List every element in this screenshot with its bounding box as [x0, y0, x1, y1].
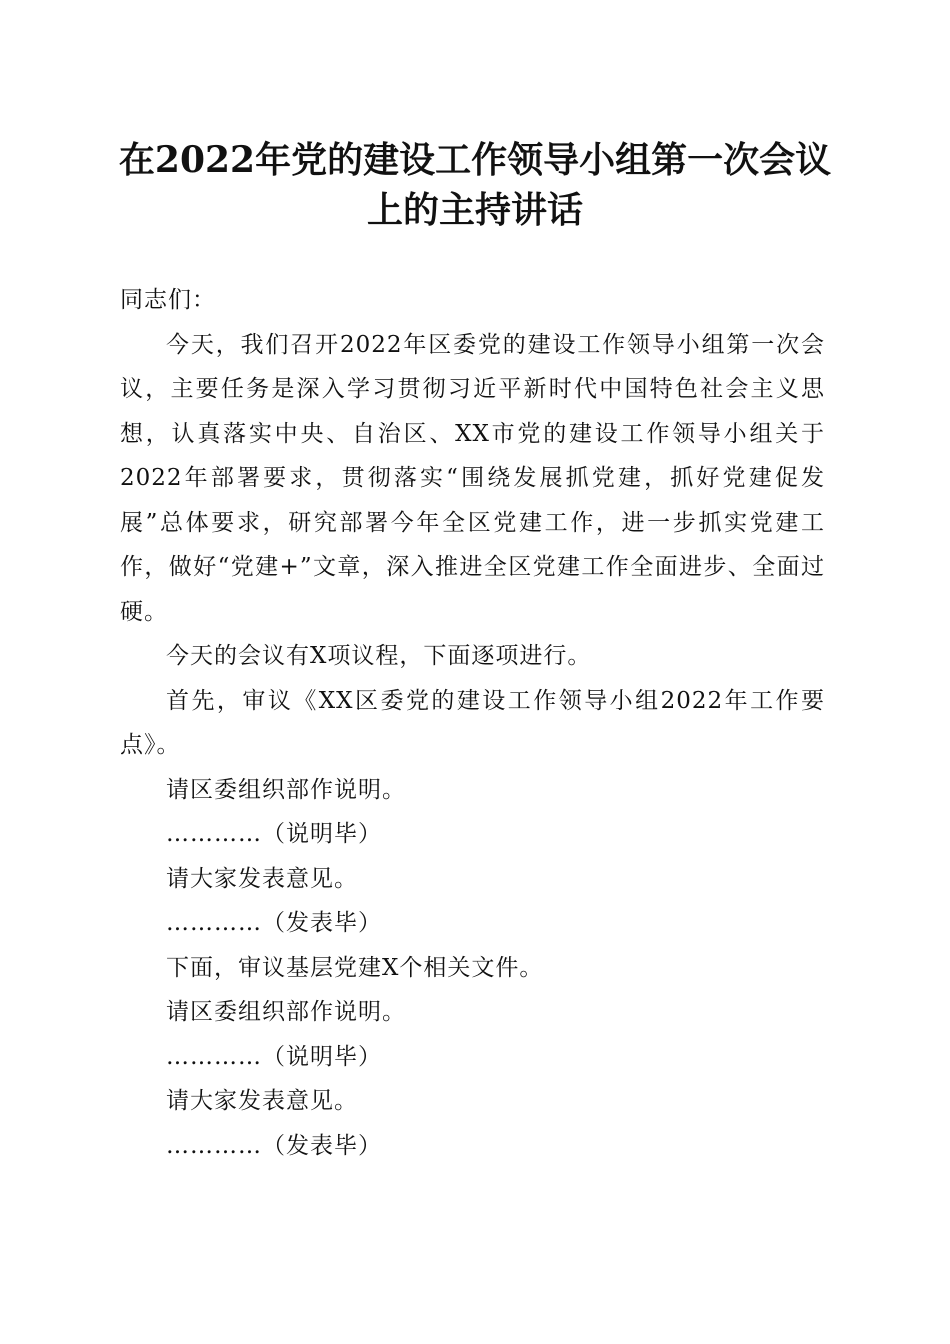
- paragraph-request-opinions-2: 请大家发表意见。: [166, 1088, 358, 1114]
- document-body: [120, 278, 825, 1168]
- paragraph-request-explanation: 请区委组织部作说明。: [166, 776, 406, 803]
- salutation: 同志们：: [120, 287, 216, 313]
- paragraph-request-explanation-2: 请区委组织部作说明。: [166, 999, 406, 1025]
- paragraph-request-opinions: 请大家发表意见。: [166, 865, 358, 892]
- paragraph-opinions-done: …………（发表毕）: [166, 910, 382, 936]
- paragraph-first-item: 首先，审议《XX区委党的建设工作领导小组2022年工作要点》。: [120, 687, 825, 758]
- paragraph-intro: 今天，我们召开2022年区委党的建设工作领导小组第一次会议，主要任务是深入学习贯彻习近平新时代中国特色社会主义思想，认真落实中央、自治区、XX市党的建设工作领导小组关于2022年部署要求，贯彻落实“围绕发展抓党建，抓好党建促发展”总体要求，研究部署今年全区党建工作，进一步抓实党建工作，做好“党建+”文章，深入推进全区党建工作全面进步、全面过硬。: [120, 331, 825, 625]
- paragraph-second-item: 下面，审议基层党建X个相关文件。: [166, 954, 544, 981]
- paragraph-opinions-done-2: …………（发表毕）: [166, 1132, 382, 1159]
- document-title-line-1: 在2022年党的建设工作领导小组第一次会议: [118, 139, 832, 181]
- paragraph-explanation-done-2: …………（说明毕）: [166, 1043, 382, 1070]
- paragraph-agenda: 今天的会议有X项议程，下面逐项进行。: [166, 643, 592, 669]
- paragraph-explanation-done: …………（说明毕）: [166, 821, 382, 847]
- document-title-line-2: 上的主持讲话: [366, 189, 583, 231]
